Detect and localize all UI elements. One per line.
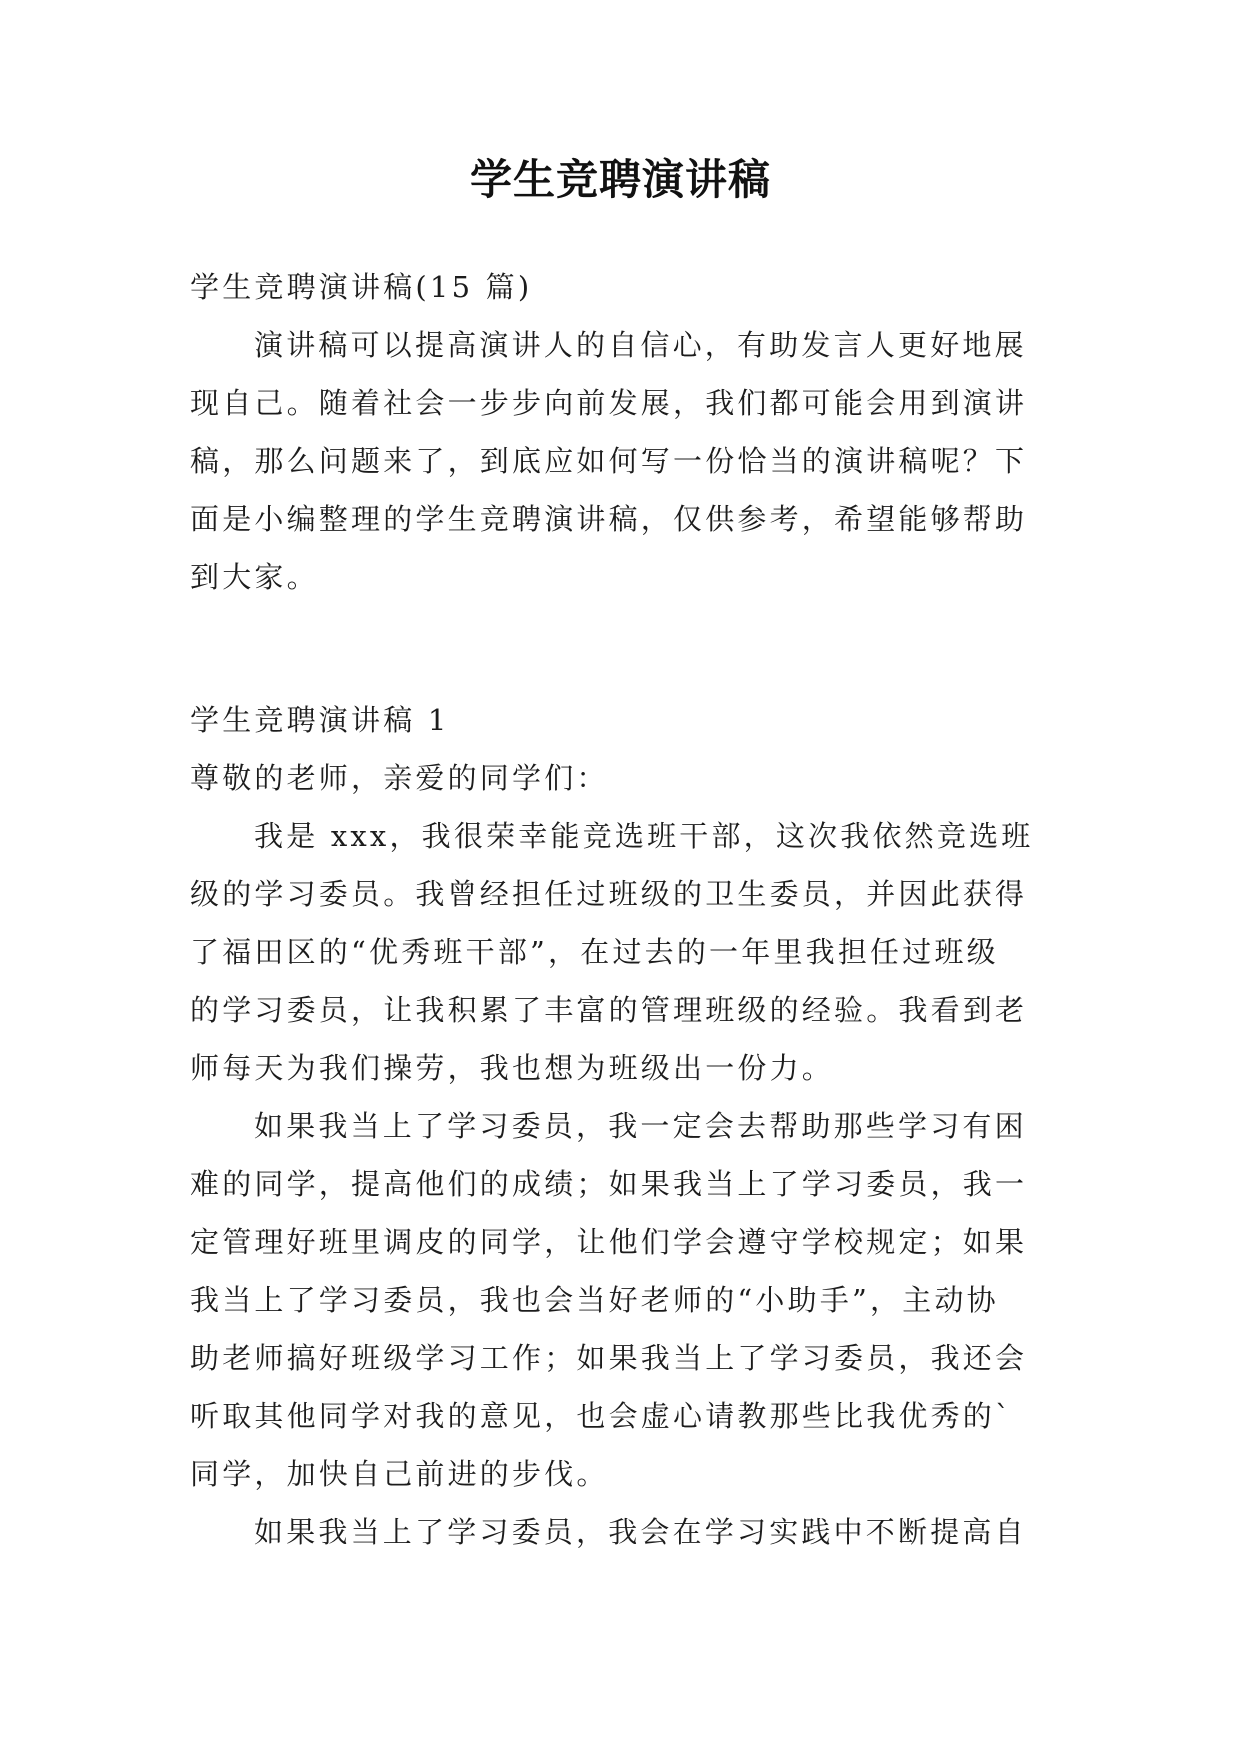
speech-section [190,691,1060,1561]
intro-line: 稿，那么问题来了，到底应如何写一份恰当的演讲稿呢？下 [190,444,1028,478]
paragraph-line: 难的同学，提高他们的成绩；如果我当上了学习委员，我一 [190,1167,1028,1201]
paragraph-line: 如果我当上了学习委员，我一定会去帮助那些学习有困 [254,1109,1027,1143]
paragraph-line: 的学习委员，让我积累了丰富的管理班级的经验。我看到老 [190,993,1028,1027]
paragraph-line: 我当上了学习委员，我也会当好老师的“小助手”，主动协 [190,1283,999,1317]
section-heading: 学生竞聘演讲稿 1 [190,703,450,737]
paragraph-line: 级的学习委员。我曾经担任过班级的卫生委员，并因此获得 [190,877,1028,911]
intro-line: 演讲稿可以提高演讲人的自信心，有助发言人更好地展 [254,328,1027,362]
document-subtitle: 学生竞聘演讲稿(15 篇) [190,270,533,304]
intro-block [190,258,1060,606]
intro-line: 现自己。随着社会一步步向前发展，我们都可能会用到演讲 [190,386,1028,420]
intro-line: 面是小编整理的学生竞聘演讲稿，仅供参考，希望能够帮助 [190,502,1028,536]
intro-line: 到大家。 [190,560,319,594]
paragraph-line: 定管理好班里调皮的同学，让他们学会遵守学校规定；如果 [190,1225,1028,1259]
greeting: 尊敬的老师，亲爱的同学们： [190,761,609,795]
paragraph-line: 同学，加快自己前进的步伐。 [190,1457,609,1491]
paragraph-line: 我是 xxx，我很荣幸能竞选班干部，这次我依然竞选班 [254,819,1034,853]
paragraph-line: 听取其他同学对我的意见，也会虚心请教那些比我优秀的` [190,1399,1013,1433]
paragraph-line: 了福田区的“优秀班干部”，在过去的一年里我担任过班级 [190,935,999,969]
paragraph-line: 师每天为我们操劳，我也想为班级出一份力。 [190,1051,835,1085]
paragraph-line: 助老师搞好班级学习工作；如果我当上了学习委员，我还会 [190,1341,1028,1375]
paragraph-line: 如果我当上了学习委员，我会在学习实践中不断提高自 [254,1515,1027,1549]
document-title: 学生竞聘演讲稿 [469,155,771,204]
